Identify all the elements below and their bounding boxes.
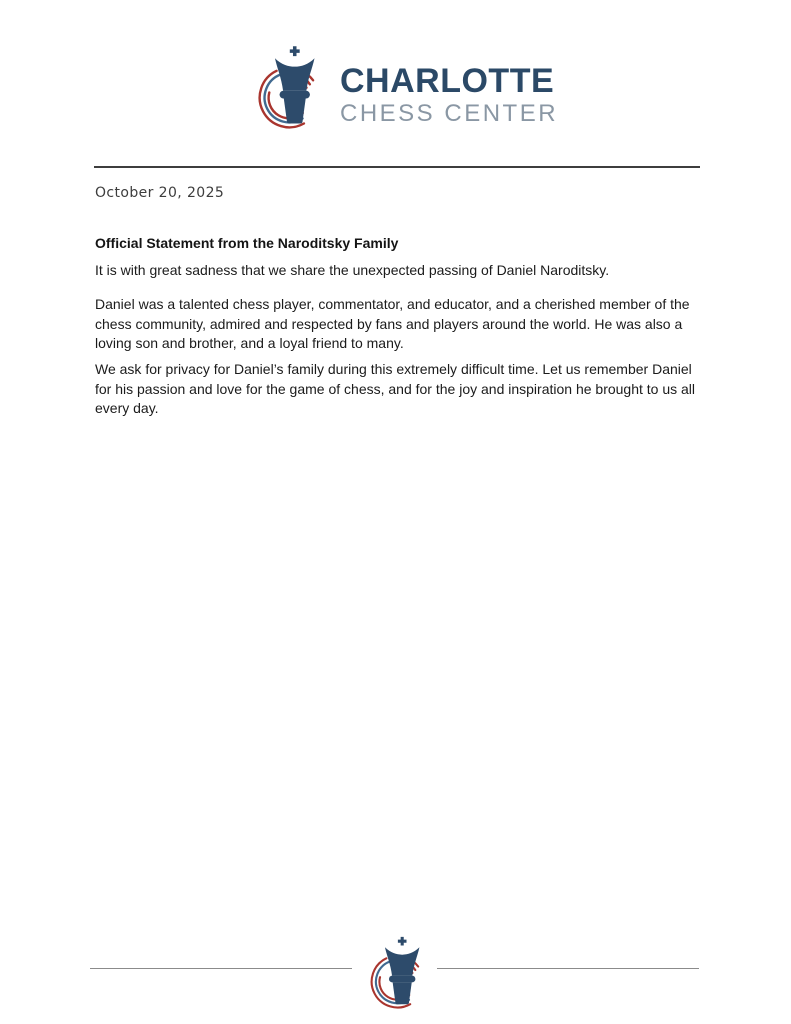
footer-rule-left: [90, 968, 352, 969]
statement-paragraph: It is with great sadness that we share the unexpected passing of Daniel Naroditsky.: [95, 262, 610, 278]
footer-rule-right: [437, 968, 699, 969]
statement-heading: Official Statement from the Naroditsky Family: [95, 235, 399, 251]
statement-paragraph: We ask for privacy for Daniel’s family during this extremely difficult time. Let us remember Daniel for his passion and love for the game of chess, and for the joy and inspiration he brought to us all every day.: [95, 361, 696, 416]
chess-king-logo-icon: [258, 44, 323, 136]
ccc-logo: [258, 44, 558, 136]
chess-king-logo-icon: [370, 935, 427, 1015]
statement-paragraph: Daniel was a talented chess player, commentator, and educator, and a cherished member of the chess community, admired and respected by fans and players around the world. He was also a loving son and brother, and a loyal friend to many.: [95, 296, 690, 351]
ccc-wordmark: [340, 64, 558, 127]
wordmark-chess-center: CHESS CENTER: [340, 99, 559, 127]
header-rule: [94, 166, 700, 168]
date-line: October 20, 2025: [95, 185, 225, 201]
wordmark-charlotte: CHARLOTTE: [340, 62, 555, 100]
